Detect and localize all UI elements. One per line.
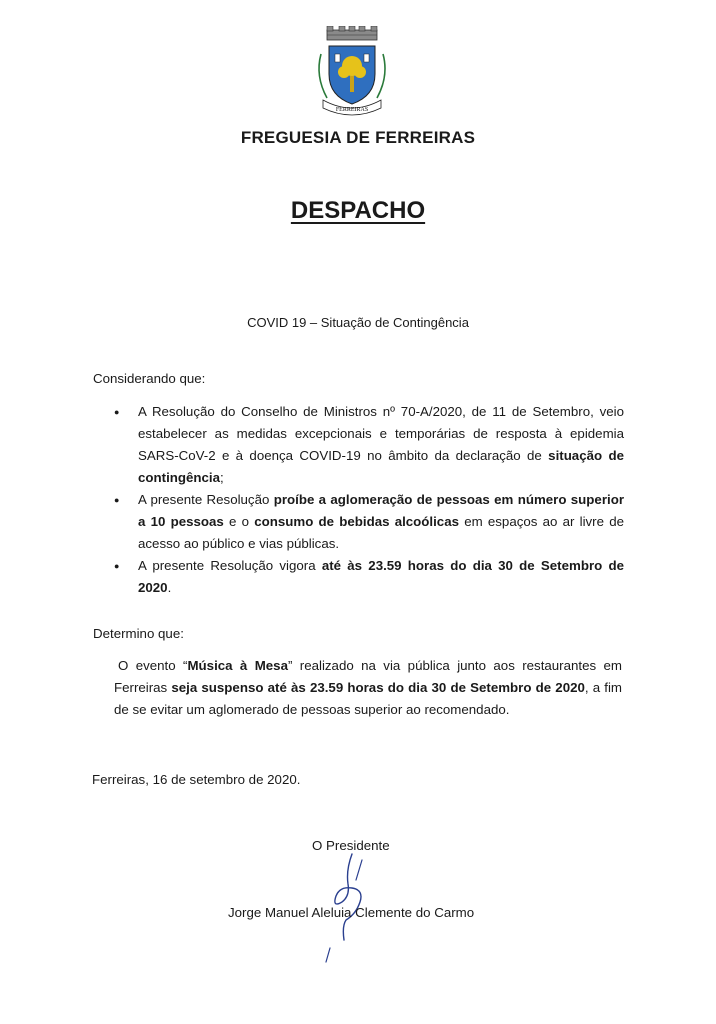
president-title: O Presidente	[312, 838, 390, 853]
item-text: ;	[220, 470, 224, 485]
document-title: DESPACHO	[290, 197, 426, 224]
coat-of-arms	[313, 26, 391, 118]
determine-label: Determino que:	[93, 626, 184, 641]
item-bold-text: consumo de bebidas alcoólicas	[254, 514, 459, 529]
decision-bold-text: seja suspenso até às 23.59 horas do dia 30 de Setembro de 2020	[171, 680, 585, 695]
considering-label: Considerando que:	[93, 371, 206, 386]
decision-text: , a fim de se evitar um aglomerado de pessoas superior ao recomendado.	[114, 680, 623, 717]
list-item	[114, 401, 624, 489]
item-bold-text: proíbe a aglomeração de pessoas em número superior a 10 pessoas	[138, 492, 624, 529]
considering-list	[114, 401, 624, 599]
organization-name: FREGUESIA DE FERREIRAS	[240, 128, 476, 147]
decision-text: ” realizado na via pública junto aos restaurantes em Ferreiras	[114, 658, 622, 695]
item-bold-text: situação de contingência	[138, 448, 624, 485]
mural-crown-icon	[327, 26, 377, 40]
event-name: Música à Mesa	[187, 658, 288, 673]
item-text: A Resolução do Conselho de Ministros nº 70-A/2020, de 11 de Setembro, veio estabelecer as medidas excepcionais e temporárias de resposta à epidemia SARS-CoV-2 e à doença COVID-19 no âmbito da declaração de	[138, 404, 624, 463]
place-and-date: Ferreiras, 16 de setembro de 2020.	[92, 772, 301, 787]
list-item	[114, 489, 624, 555]
item-text: A presente Resolução vigora	[138, 558, 322, 573]
president-name: Jorge Manuel Aleluia Clemente do Carmo	[228, 905, 475, 920]
decision-paragraph	[114, 655, 622, 721]
document-title-wrapper	[0, 197, 716, 225]
item-text: em espaços ao ar livre de acesso ao público e vias públicas.	[138, 514, 624, 551]
list-item	[114, 555, 624, 599]
ribbon-label: FERREIRAS	[335, 107, 369, 113]
item-bold-text: até às 23.59 horas do dia 30 de Setembro de 2020	[138, 558, 624, 595]
decision-text: O evento “	[118, 658, 188, 673]
item-text: A presente Resolução	[138, 492, 274, 507]
item-text: e o	[223, 514, 255, 529]
document-subject: COVID 19 – Situação de Contingência	[247, 315, 469, 330]
item-text: .	[167, 580, 172, 595]
